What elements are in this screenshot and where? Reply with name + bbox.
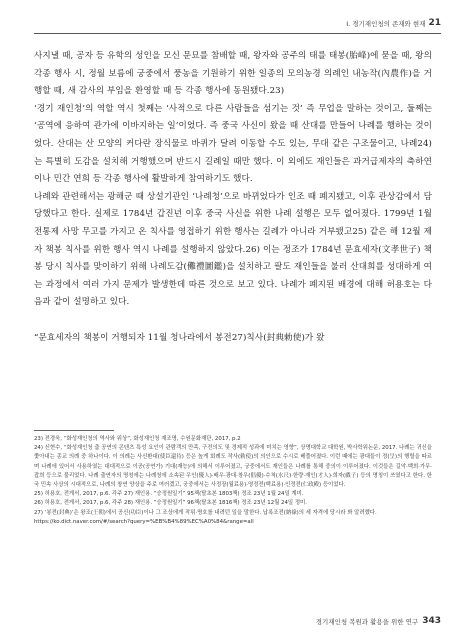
footnotes [34, 430, 432, 527]
footnote-rule [34, 430, 114, 431]
chapter-title: Ⅰ. 경기재인청의 존재와 현재 [346, 19, 426, 28]
footer-page-number: 343 [422, 616, 441, 626]
paragraph: 사지낼 때, 공자 등 유학의 성인을 모신 문묘를 참배할 때, 왕자와 공주의 태를 태봉(胎峰)에 묻을 때, 왕의 각종 행사 시, 정월 보름에 궁중에서 풍농을 기원하기 위한 일종의 모의농경 의례인 내농작(內農作)을 거행할 때, 새 감사의 부임을 환영할 때 등 각종 행사에 동원됐다.23) [34, 51, 432, 97]
footnote-url[interactable]: https://ko.dict.naver.com/#/search?query=%EB%B4%89%EC%A0%84&range=all [34, 518, 254, 525]
quote-start: “문효세자의 책봉이 거행되자 11월 청나라에서 봉전27)칙사(封典勅使)가 왔 [34, 332, 325, 343]
body-text [34, 48, 432, 347]
footnote: 23) 전경욱, “화성재인청의 역사와 위상”, 화성재인청 재조명, 수원문화재단, 2017, p.2 [34, 436, 241, 442]
footnote: 24) 신현수, “화성재인청 춤 공연의 콘텐츠 특성 요인이 관람객의 만족, 구전의도 및 경제적 성과에 미치는 영향”, 상명대학교 대학원, 박사학위논문, 2017. 나례는 귀신을 쫓아내는 종교 의례 중 하나이다. 이 의례는 사신환대(使臣還待) 등은 높게 회례도 작사(勅使)의 의인으로 수시로 베풀어졌다. 이런 때에는 광대들이 정(呈)의 행렬을 따르며 나례에 있어서 사용하였는 대대적으로 이공(공연가) 기대(재능)에 의해서 이루어졌고, 궁중에서도 재인들은 나례를 통해 중의이 이루어졌다. 이것들은 길악·백희·가무·잡희 등으로 불리었다. 나례 출연자의 명칭에는 나례청에 소속된 우인(優人)·배우·광대·창우(倡優)·수척(水尺)·한량·재인(才人)·희자(戱子) 등의 명칭이 쓰였다고 한다. 한국 민속 사상의 시대적으로, 나례의 창연 양상을 주로 여러겠고, 궁중에서는 사정장(월료용)·영정전(백료용)·인정전(仁政殿) 등이었다. [34, 445, 432, 489]
header-page-number: 21 [428, 18, 441, 28]
running-footer [316, 616, 441, 626]
paragraph: 나례와 관련해서는 광해군 때 상설기관인 ‘나례청’으로 바뀌었다가 인조 때 폐지됐고, 이후 관상감에서 담당했다고 한다. 실제로 1784년 갑진년 이후 중국 사신을 위한 나례 설행은 모두 없어졌다. 1799년 1월 전통제 사망 무고를 가지고 온 칙사를 영접하기 위한 행사는 길례가 아니라 거부됐고25) 같은 해 12월 제자 책봉 칙사를 위한 행사 역시 나례를 설행하지 않았다.26) 이는 정조가 1784년 문효세자(文孝世子) 책봉 당시 칙사를 맞이하기 위해 나례도감(儺禮圖鑑)을 설치하고 팔도 재인들을 불러 산대희를 성대하게 여는 과정에서 여러 가지 문제가 발생한데 따른 것으로 보고 있다. 나례가 폐지된 배경에 대해 허용호는 다음과 같이 설명하고 있다. [34, 191, 432, 308]
footnote: 25) 허용호, 전게서, 2017, p.6. 각주 27) 재인용. “승정원일기” 95책(탈초본 1803책) 정조 23년 1월 24일 계미. [34, 491, 304, 498]
header-rule [34, 33, 441, 34]
paragraph: ‘경기 재인청’의 역할 역시 첫째는 ‘사적으로 다른 사람들을 섬기는 것’ 즉 무업을 말하는 것이고, 둘째는 ‘공역에 응하여 관가에 이바지하는 일’이었다. 즉 중국 사신이 왔을 때 산대를 만들어 나례를 행하는 것이었다. 산대는 산 모양의 커다란 장식물로 바퀴가 달려 이동할 수도 있는, 무대 같은 구조물이고, 나례24)는 특별히 도감을 설치해 거행했으며 반드시 길례일 때만 했다. 이 외에도 재인들은 과거급제자의 축하연이나 민간 연희 등 각종 행사에 활발하게 참여하기도 했다. [34, 103, 432, 185]
footnote: 26) 허용호, 전게서, 2017, p.6, 각주 28) 재인용. “승정원일기” 96책(탈초본 1816책) 정조 23년 12월 24일 정미. [34, 500, 307, 507]
footnote: 27) ‘봉전(封典)’은 왕조(王朝)에서 공신(功臣)이나 그 조상에게 작위·명호를 내려던 일을 말한다. 납록조전(納祿)의 세 자격에 당시라 봐 알려했다. [34, 509, 377, 516]
running-header [346, 18, 441, 28]
book-title: 경기재인청 복원과 활용을 위한 연구 [315, 617, 419, 626]
